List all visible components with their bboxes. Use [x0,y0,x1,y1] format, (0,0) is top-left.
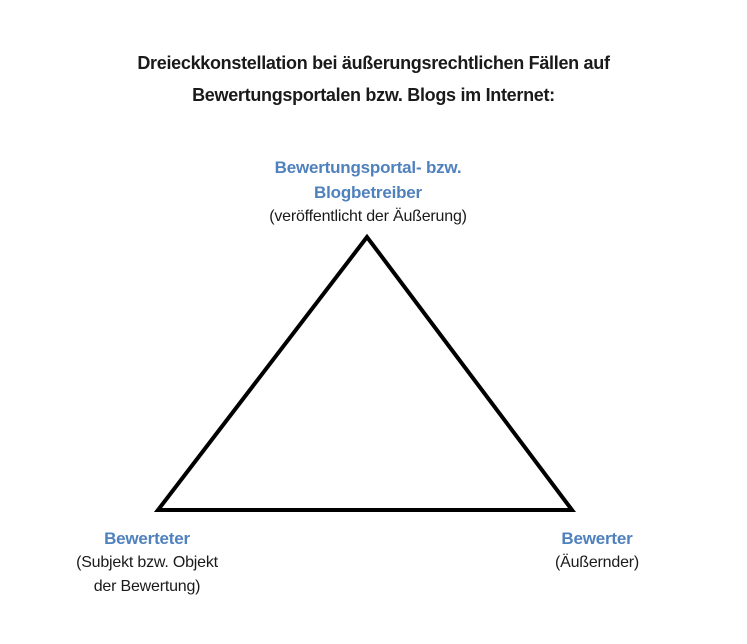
node-portal-operator-label-line-2: Blogbetreiber [314,183,422,202]
diagram-title-line-2: Bewertungsportalen bzw. Blogs im Internet: [192,85,555,105]
node-portal-operator-sublabel: (veröffentlicht der Äußerung) [269,208,467,225]
diagram-title-line-1: Dreieckkonstellation bei äußerungsrechtlichen Fällen auf [137,53,610,73]
node-rated-party-sublabel-line-1: (Subjekt bzw. Objekt [76,554,218,571]
node-portal-operator [188,155,548,229]
node-rated-party-label: Bewerteter [104,529,190,548]
node-rated-party [26,526,268,599]
node-reviewer-sublabel: (Äußernder) [554,554,640,571]
node-portal-operator-label-line-1: Bewertungsportal- bzw. [274,158,462,177]
node-reviewer [477,526,717,575]
node-rated-party-sublabel-line-2: der Bewertung) [93,578,201,595]
node-reviewer-label: Bewerter [561,529,633,548]
diagram-title [0,47,747,111]
triangle-shape [140,225,600,525]
